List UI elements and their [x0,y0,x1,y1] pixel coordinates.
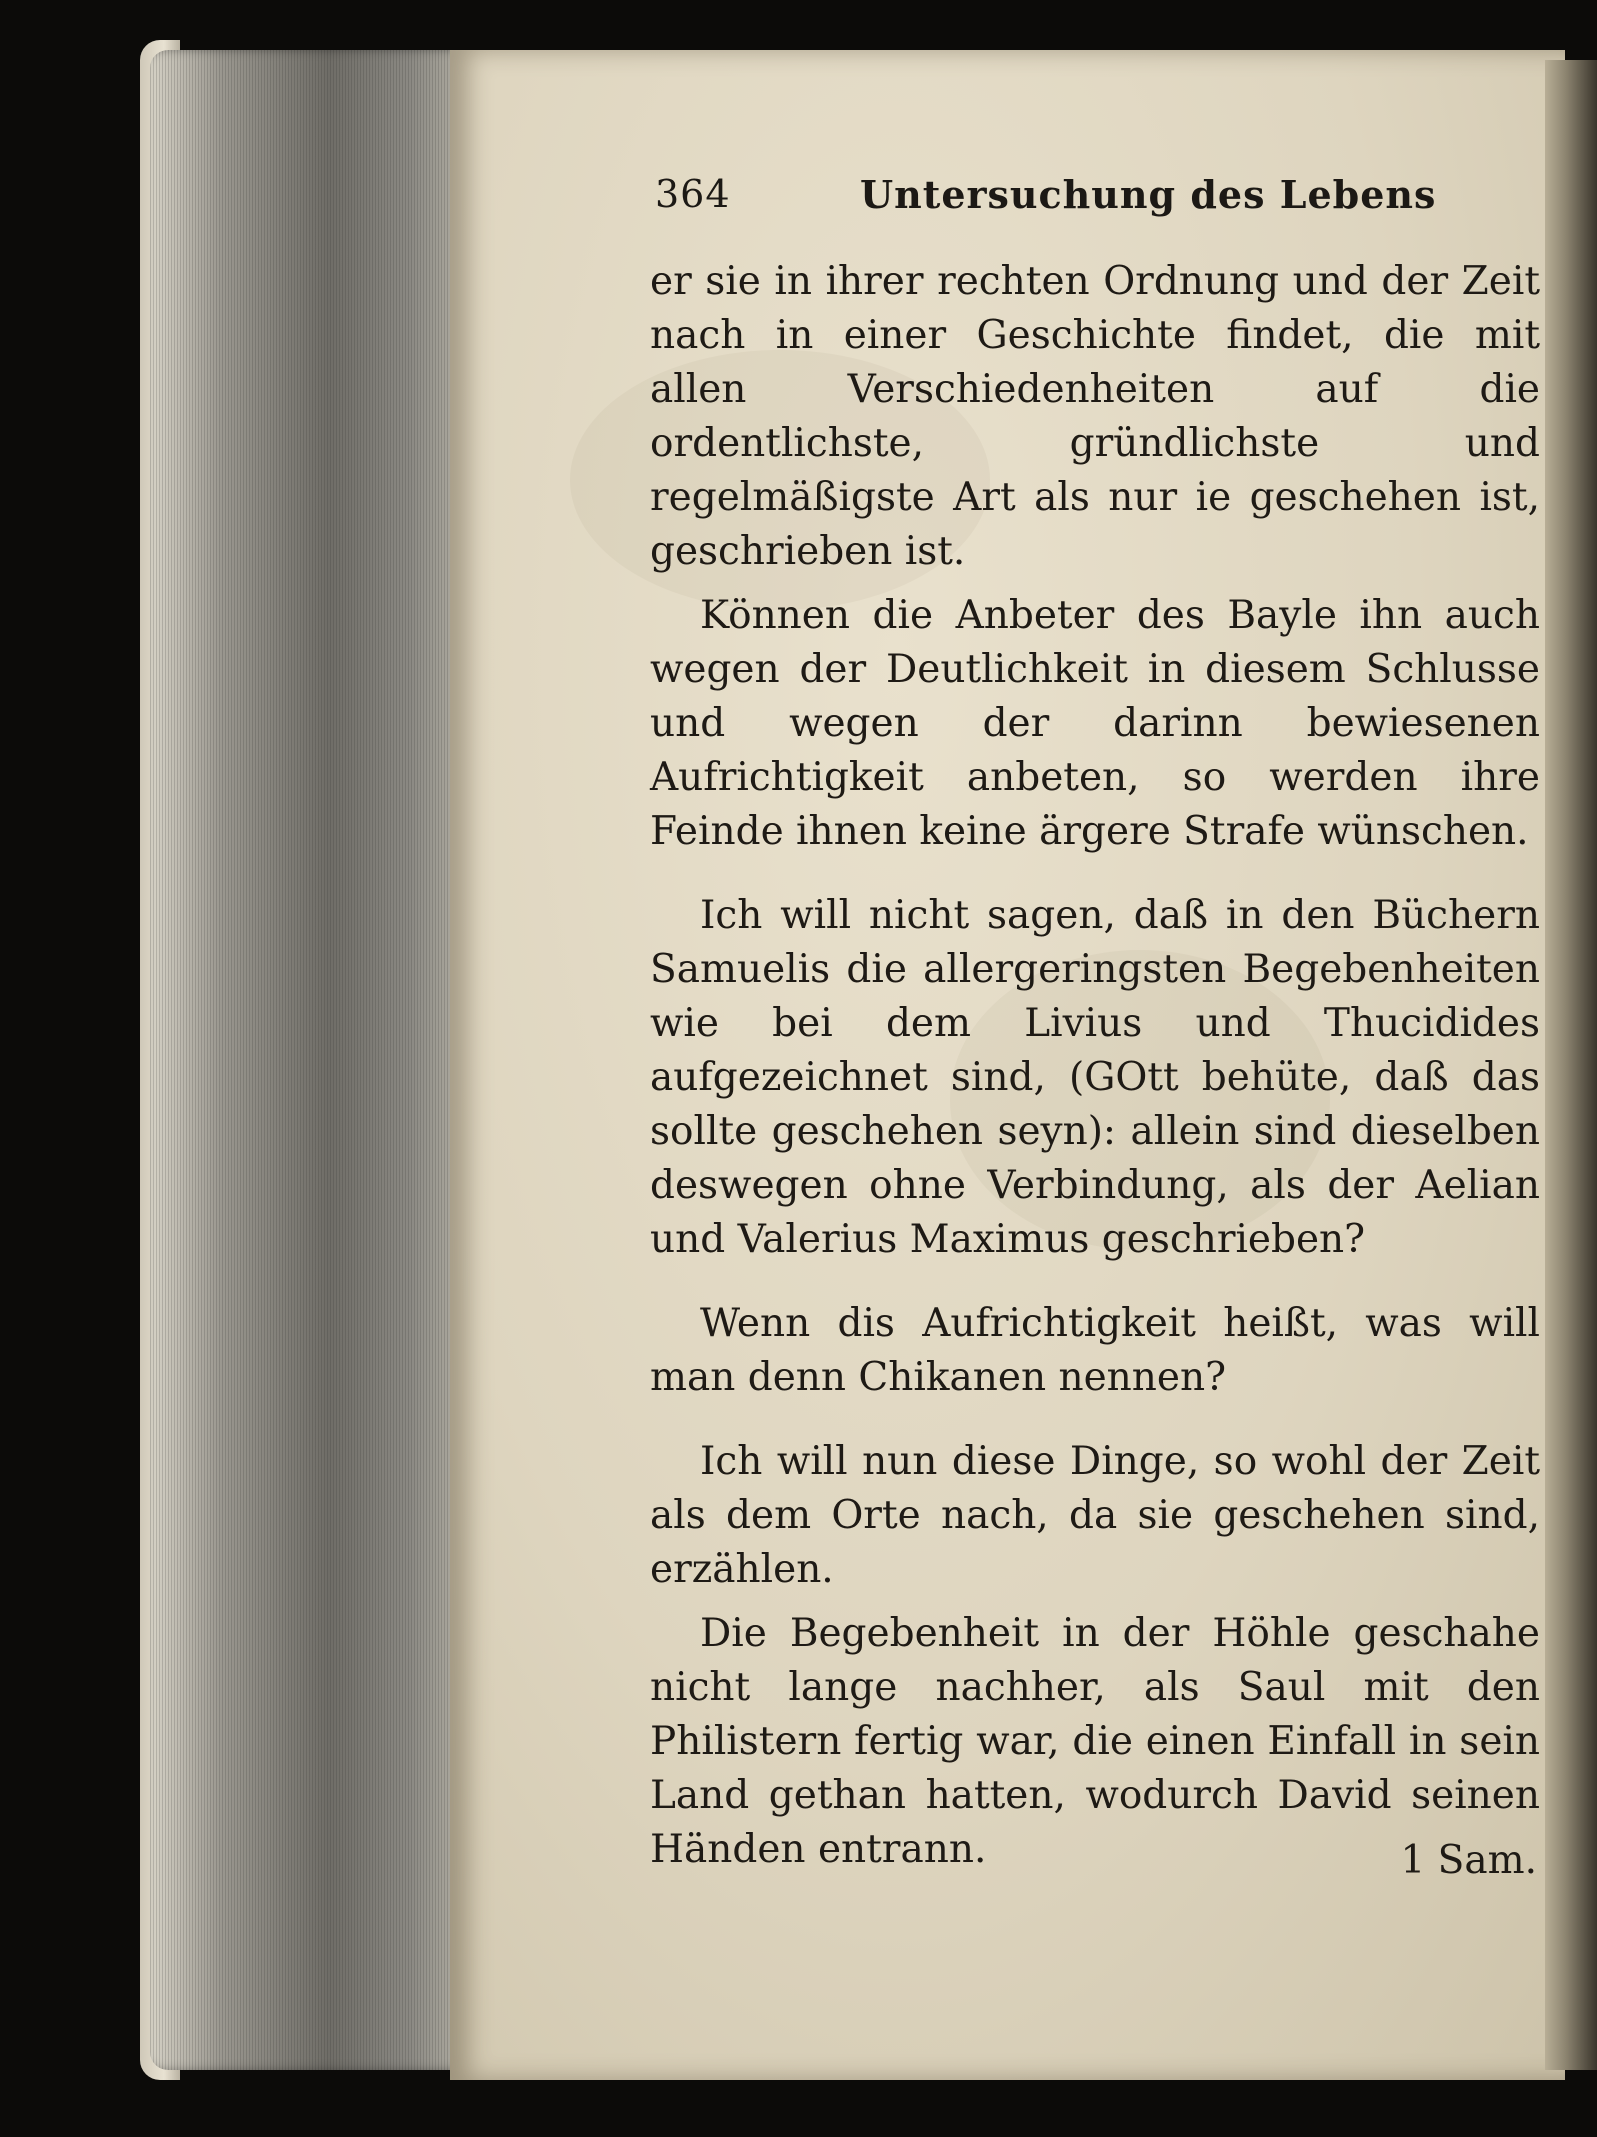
paragraph: er sie in ihrer rechten Ordnung und der Zeit nach in einer Geschichte findet, die mit allen Verschiedenheiten auf die ordentlichste, gründlichste und regelmäßigste Art als nur ie geschehen ist, geschrieben ist. [650,259,1540,574]
paragraph: Ich will nicht sagen, daß in den Büchern Samuelis die allergeringsten Begebenheiten wie bei dem Livius und Thucidides aufgezeichnet sind, (GOtt behüte, daß das sollte geschehen seyn): allein sind dieselben deswegen ohne Verbindung, als der Aelian und Valerius Maximus geschrieben? [650,893,1540,1262]
book-page-edges [150,50,475,2070]
paragraph: Ich will nun diese Dinge, so wohl der Zeit als dem Orte nach, da sie geschehen sind, erzählen. [650,1439,1540,1592]
page-number: 364 [655,172,731,216]
running-head: Untersuchung des Lebens [860,172,1437,217]
page-header [655,172,1555,222]
paragraph: Wenn dis Aufrichtigkeit heißt, was will man denn Chikanen nennen? [650,1301,1540,1400]
paragraph: Die Begebenheit in der Höhle geschahe nicht lange nachher, als Saul mit den Philistern fertig war, die einen Einfall in sein Land gethan hatten, wodurch David seinen Händen entrann. [650,1611,1540,1872]
paragraph: Können die Anbeter des Bayle ihn auch wegen der Deutlichkeit in diesem Schlusse und wegen der darinn bewiesenen Aufrichtigkeit anbeten, so werden ihre Feinde ihnen keine ärgere Strafe wünschen. [650,593,1540,854]
catchword: 1 Sam. [1400,1838,1537,1883]
page-body [650,255,1540,1907]
page-gutter [1545,60,1597,2070]
